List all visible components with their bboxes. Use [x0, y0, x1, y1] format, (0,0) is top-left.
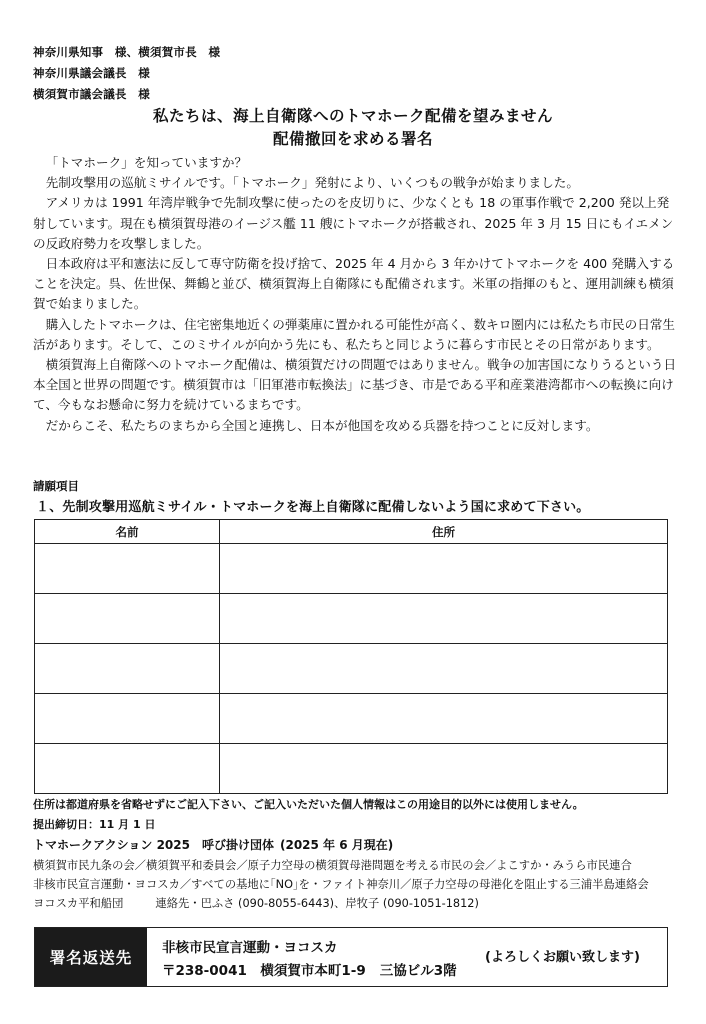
- addressee-city-assembly: 横須賀市議会議長 様: [33, 87, 150, 101]
- return-address-box: [34, 927, 668, 987]
- name-field[interactable]: [35, 644, 220, 694]
- petition-body: [33, 153, 681, 436]
- paragraph: 日本政府は平和憲法に反して専守防衛を投げ捨て、2025 年 4 月から 3 年かけてトマホークを 400 発購入することを決定。呉、佐世保、舞鶴と並び、横須賀海上自衛隊にも配備されます。米軍の指揮のもと、運用訓練も横須賀で始まりました。: [33, 256, 675, 312]
- intro-question: 「トマホーク」を知っていますか？: [45, 155, 248, 170]
- return-thanks: (よろしくお願い致します): [485, 950, 640, 965]
- signature-row: [35, 694, 668, 744]
- name-field[interactable]: [35, 744, 220, 794]
- request-heading: 請願項目: [33, 479, 79, 493]
- signature-row: [35, 594, 668, 644]
- paragraph: アメリカは 1991 年湾岸戦争で先制攻撃に使ったのを皮切りに、少なくとも 18 の軍事作戦で 2,200 発以上発射しています。現在も横須賀母港のイージス艦 11 艘にトマホークが搭載され、2025 年 3 月 15 日にもイエメンの反政府勢力を攻撃しました。: [33, 195, 674, 251]
- signature-row: [35, 644, 668, 694]
- page-subtitle: 配備撤回を求める署名: [272, 130, 433, 148]
- name-field[interactable]: [35, 544, 220, 594]
- organizer-heading-date: (2025 年 6 月現在): [279, 838, 394, 852]
- page-title: 私たちは、海上自衛隊へのトマホーク配備を望みません: [152, 107, 553, 125]
- organizer-heading-text: トマホークアクション 2025 呼び掛け団体: [33, 838, 274, 852]
- organizer-heading: [33, 836, 393, 853]
- address-field[interactable]: [220, 544, 668, 594]
- organizer-list: [33, 856, 683, 913]
- paragraph: 先制攻撃用の巡航ミサイルです。「トマホーク」発射により、いくつもの戦争が始まりました。: [45, 175, 579, 191]
- contact-info: 連絡先・巴ふさ (090-8055-6443)、岸牧子 (090-1051-1812): [155, 897, 479, 910]
- organizer-line: 横須賀市民九条の会／横須賀平和委員会／原子力空母の横須賀母港問題を考える市民の会／よこすか・みうら市民連合: [33, 859, 632, 872]
- organizer-line: 非核市民宣言運動・ヨコスカ／すべての基地に｢NO｣を・ファイト神奈川／原子力空母の母港化を阻止する三浦半島連絡会: [33, 878, 649, 891]
- paragraph: 購入したトマホークは、住宅密集地近くの弾薬庫に置かれる可能性が高く、数キロ圏内には私たち市民の日常生活があります。そして、このミサイルが向かう先にも、私たちと同じように暮らす市民とその日常があります。: [33, 316, 676, 352]
- name-field[interactable]: [35, 594, 220, 644]
- addressee-governor: 神奈川県知事 様、横須賀市長 様: [33, 45, 221, 59]
- signature-row: [35, 744, 668, 794]
- addressee-prefectural-assembly: 神奈川県議会議長 様: [33, 66, 150, 80]
- return-label: 署名返送先: [35, 928, 147, 986]
- address-field[interactable]: [220, 744, 668, 794]
- return-organization: 非核市民宣言運動・ヨコスカ: [162, 940, 338, 956]
- organizer-name: ヨコスカ平和船団: [33, 897, 124, 910]
- address-field[interactable]: [220, 694, 668, 744]
- organizer-line: [33, 894, 683, 913]
- paragraph: 横須賀海上自衛隊へのトマホーク配備は、横須賀だけの問題ではありません。戦争の加害国になりうるという日本全国と世界の問題です。横須賀市は「旧軍港市転換法」に基づき、市是である平和産業港湾都市への転換に向けて、今もなお懸命に努力を続けているまちです。: [33, 357, 677, 413]
- address-column-header: 住所: [220, 520, 668, 544]
- name-field[interactable]: [35, 694, 220, 744]
- return-address: [162, 959, 457, 979]
- deadline: 提出締切日：11 月 1 日: [33, 818, 156, 831]
- address-field[interactable]: [220, 644, 668, 694]
- paragraph: だからこそ、私たちのまちから全国と連携し、日本が他国を攻める兵器を持つことに反対します。: [45, 417, 599, 433]
- signature-row: [35, 544, 668, 594]
- privacy-note: 住所は都道府県を省略せずにご記入下さい、ご記入いただいた個人情報はこの用途目的以外には使用しません。: [33, 798, 584, 811]
- request-item: １、先制攻撃用巡航ミサイル・トマホークを海上自衛隊に配備しないよう国に求めて下さい。: [36, 500, 590, 515]
- return-building: 三協ビル3階: [379, 963, 457, 979]
- address-field[interactable]: [220, 594, 668, 644]
- signature-table: [34, 519, 668, 794]
- name-column-header: 名前: [35, 520, 220, 544]
- return-street: 〒238-0041 横須賀市本町1-9: [162, 963, 366, 979]
